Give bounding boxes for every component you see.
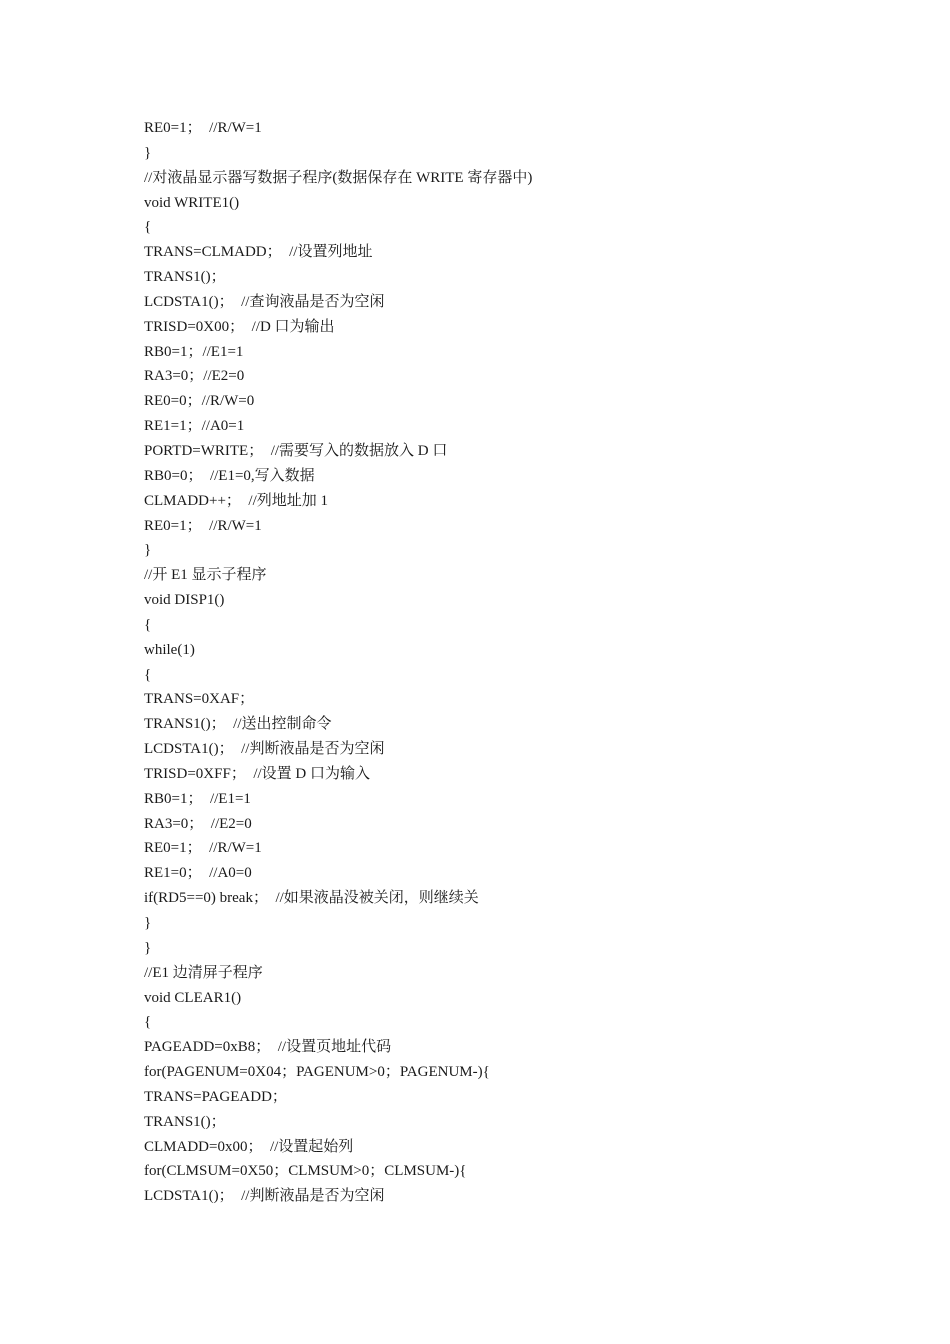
code-line: PORTD=WRITE； //需要写入的数据放入 D 口	[144, 442, 448, 459]
code-line: //开 E1 显示子程序	[144, 567, 267, 584]
code-line: LCDSTA1()； //判断液晶是否为空闲	[144, 741, 385, 758]
code-line: TRANS1()； //送出控制命令	[144, 716, 332, 733]
code-line: {	[144, 616, 152, 633]
code-listing	[144, 116, 884, 1209]
code-line: TRANS=PAGEADD；	[144, 1088, 287, 1105]
code-line: }	[144, 542, 152, 559]
code-line: {	[144, 666, 152, 683]
code-line: TRANS=CLMADD； //设置列地址	[144, 244, 373, 261]
code-line: LCDSTA1()； //查询液晶是否为空闲	[144, 293, 385, 310]
code-line: for(PAGENUM=0X04；PAGENUM>0；PAGENUM-){	[144, 1064, 490, 1081]
code-line: TRANS1()；	[144, 1113, 226, 1130]
code-line: TRANS1()；	[144, 269, 226, 286]
code-line: PAGEADD=0xB8； //设置页地址代码	[144, 1039, 392, 1056]
code-line: RB0=1；//E1=1	[144, 343, 244, 360]
code-line: TRANS=0XAF；	[144, 691, 255, 708]
code-line: RE0=1； //R/W=1	[144, 517, 262, 534]
code-line: }	[144, 144, 152, 161]
code-line: RA3=0； //E2=0	[144, 815, 252, 832]
code-line: RE1=0； //A0=0	[144, 865, 252, 882]
code-line: }	[144, 939, 152, 956]
code-line: LCDSTA1()； //判断液晶是否为空闲	[144, 1188, 385, 1205]
code-line: TRISD=0XFF； //设置 D 口为输入	[144, 765, 370, 782]
code-line: while(1)	[144, 641, 195, 658]
code-line: void DISP1()	[144, 592, 225, 609]
code-line: RE0=1； //R/W=1	[144, 840, 262, 857]
code-line: RA3=0；//E2=0	[144, 368, 245, 385]
code-line: void CLEAR1()	[144, 989, 242, 1006]
code-line: }	[144, 915, 152, 931]
code-line: RE0=1； //R/W=1	[144, 120, 262, 136]
code-line: //对液晶显示器写数据子程序(数据保存在 WRITE 寄存器中)	[144, 169, 533, 186]
code-line: if(RD5==0) break； //如果液晶没被关闭，则继续关	[144, 890, 479, 907]
code-line: CLMADD=0x00； //设置起始列	[144, 1138, 354, 1155]
code-line: for(CLMSUM=0X50；CLMSUM>0；CLMSUM-){	[144, 1163, 467, 1180]
code-line: RB0=0； //E1=0,写入数据	[144, 467, 315, 484]
code-line: RB0=1； //E1=1	[144, 790, 251, 807]
code-line: {	[144, 1014, 152, 1031]
code-line: RE0=0；//R/W=0	[144, 393, 255, 410]
code-line: TRISD=0X00； //D 口为输出	[144, 318, 335, 335]
code-line: void WRITE1()	[144, 194, 240, 211]
code-line: //E1 边清屏子程序	[144, 964, 263, 981]
code-line: {	[144, 219, 152, 236]
code-line: CLMADD++； //列地址加 1	[144, 492, 329, 509]
code-line: RE1=1；//A0=1	[144, 418, 245, 435]
